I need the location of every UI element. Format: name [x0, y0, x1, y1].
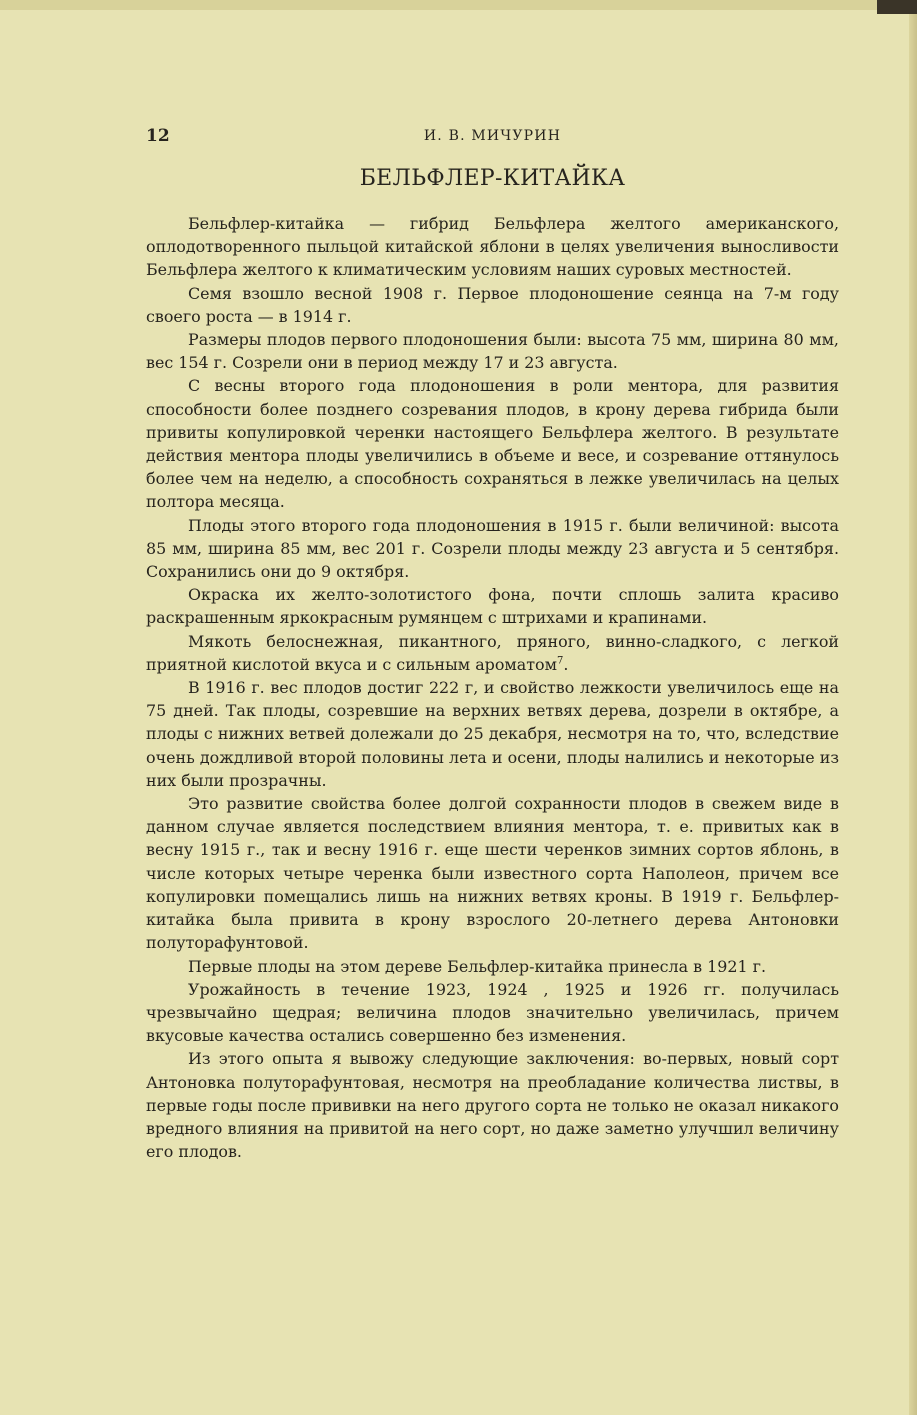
- paragraph: Размеры плодов первого плодоношения были: высота 75 мм, ширина 80 мм, вес 154 г. Созрели они в период между 17 и 23 августа.: [146, 330, 839, 373]
- paragraph: Урожайность в течение 1923, 1924 , 1925 и 1926 гг. получилась чрезвычайно щедрая; величина плодов значительно увеличилась, причем вкусовые качества остались совершенно без изменения.: [146, 979, 839, 1046]
- paragraph: В 1916 г. вес плодов достиг 222 г, и свойство лежкости увеличилось еще на 75 дней. Так плоды, созревшие на верхних ветвях дерева, дозрели в октябре, а плоды с нижних ветвей долежали до 25 декабря, несмотря на то, что, вследствие очень дождливой второй половины лета и осени, плоды налились и некоторые из них были прозрачны.: [146, 678, 839, 790]
- footnote-reference: 7: [556, 655, 564, 667]
- paragraph: Окраска их желто-золотистого фона, почти сплошь залита красиво раскрашенным яркокрасным румянцем с штрихами и крапинами.: [146, 585, 839, 628]
- page-top-edge: [0, 0, 917, 10]
- paragraph-text: Мякоть белоснежная, пикантного, пряного, винно-сладкого, с легкой приятной кислотой вкуса и с сильным ароматом: [146, 631, 839, 674]
- paragraph: Первые плоды на этом дереве Бельфлер-китайка принесла в 1921 г.: [188, 956, 767, 976]
- paragraph: Семя взошло весной 1908 г. Первое плодоношение сеянца на 7-м году своего роста — в 1914 г.: [146, 283, 839, 326]
- sentence-end: .: [563, 654, 569, 674]
- paragraph: Это развитие свойства более долгой сохранности плодов в свежем виде в данном случае является последствием влияния ментора, т. е. привитых как в весну 1915 г., так и весну 1916 г. еще шести черенков зимних сортов яблонь, в числе которых четыре черенка были известного сорта Наполеон, причем все копулировки помещались лишь на нижних ветвях кроны. В 1919 г. Бельфлер-китайка была привита в крону взрослого 20-летнего дерева Антоновки полуторафунтовой.: [146, 794, 839, 953]
- running-head: И. В. МИЧУРИН: [423, 128, 562, 144]
- page-number: 12: [146, 126, 170, 146]
- paragraph: Бельфлер-китайка — гибрид Бельфлера желтого американского, оплодотворенного пыльцой китайской яблони в целях увеличения выносливости Бельфлера желтого к климатическим условиям наших суровых местностей.: [146, 214, 839, 280]
- page-right-edge: [909, 0, 917, 1415]
- page-header: [146, 126, 839, 148]
- paragraph-with-footnote: [146, 630, 839, 676]
- article-title: БЕЛЬФЛЕР-КИТАЙКА: [359, 166, 626, 191]
- article-body: [146, 212, 839, 1163]
- scan-corner-mark: [877, 0, 917, 14]
- paragraph: С весны второго года плодоношения в роли ментора, для развития способности более позднего созревания плодов, в крону дерева гибрида были привиты копулировкой черенки настоящего Бельфлера желтого. В результате действия ментора плоды увеличились в объеме и весе, и созревание оттянулось более чем на неделю, а способность сохраняться в лежке увеличилась на целых полтора месяца.: [146, 376, 839, 512]
- paragraph: Из этого опыта я вывожу следующие заключения: во-первых, новый сорт Антоновка полуторафунтовая, несмотря на преобладание количества листвы, в первые годы после прививки на него другого сорта не только не оказал никакого вредного влияния на привитой на него сорт, но даже заметно улучшил величину его плодов.: [146, 1049, 839, 1162]
- paragraph: Плоды этого второго года плодоношения в 1915 г. были величиной: высота 85 мм, ширина 85 мм, вес 201 г. Созрели плоды между 23 августа и 5 сентября. Сохранились они до 9 октября.: [146, 515, 839, 582]
